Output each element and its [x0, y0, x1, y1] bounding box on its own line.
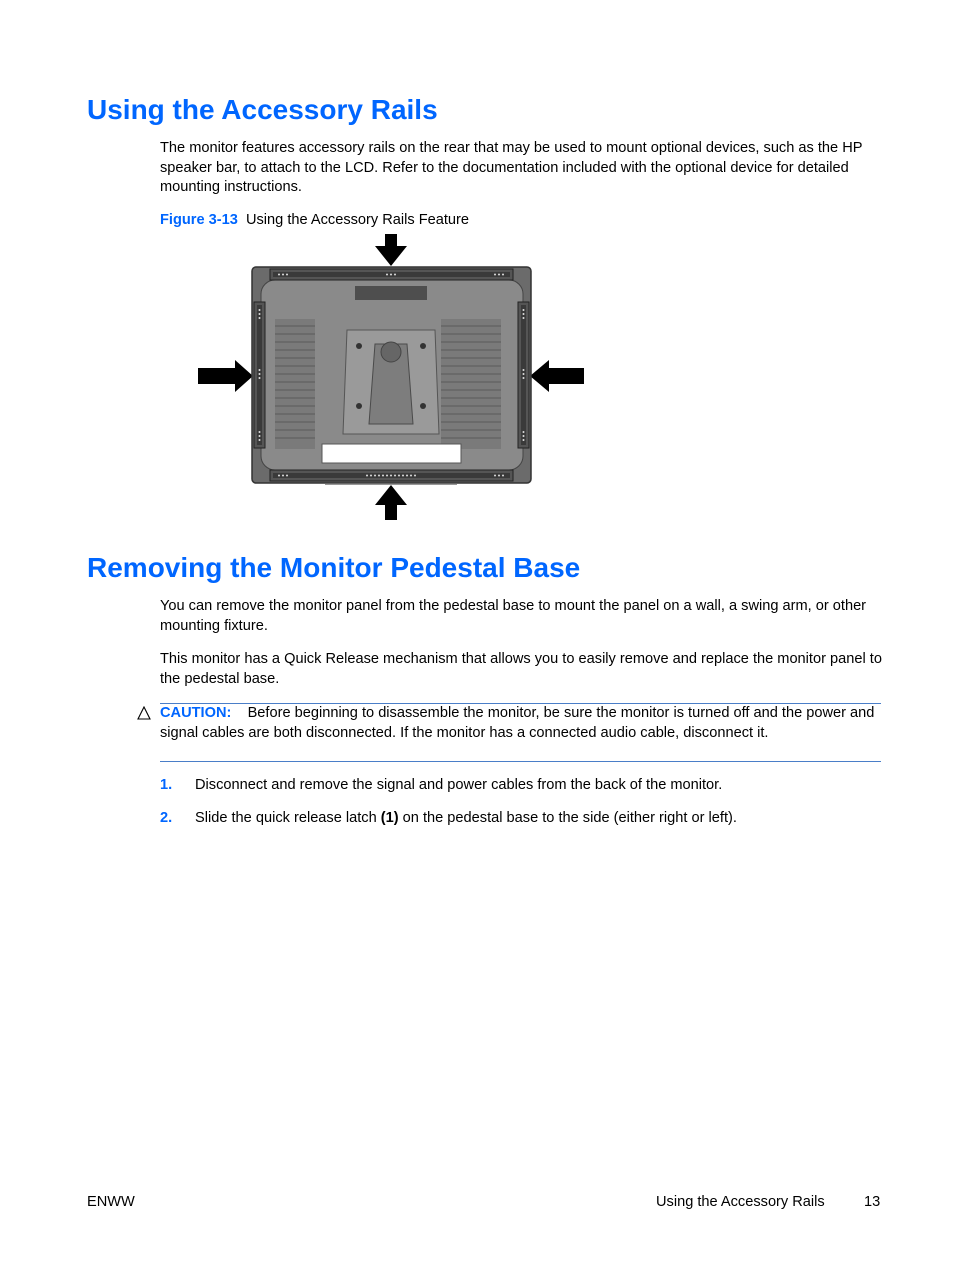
- caution-notice: [160, 703, 881, 762]
- footer-section-title: Using the Accessory Rails: [656, 1194, 825, 1210]
- step-number-1: 1.: [160, 777, 173, 793]
- removing-base-paragraph-2: This monitor has a Quick Release mechanism that allows you to easily remove and replace the monitor panel to the pedestal base.: [160, 651, 882, 687]
- removing-base-paragraph-1: You can remove the monitor panel from the pedestal base to mount the panel on a wall, a swing arm, or other mounting fixture.: [160, 598, 867, 634]
- figure-label: Figure 3-13: [160, 212, 238, 228]
- caution-label: CAUTION:: [160, 705, 232, 721]
- step-number-2: 2.: [160, 810, 173, 826]
- step-text-2: [195, 809, 737, 828]
- caution-triangle-icon: [137, 706, 151, 720]
- step-2-text-after: on the pedestal base to the side (either right or left).: [398, 810, 737, 826]
- arrow-top-icon: [375, 234, 407, 266]
- step-text-1: Disconnect and remove the signal and power cables from the back of the monitor.: [195, 777, 723, 793]
- section-heading-removing-base: Removing the Monitor Pedestal Base: [87, 552, 581, 583]
- caution-text: Before beginning to disassemble the monitor, be sure the monitor is turned off and the power and signal cables are both disconnected. If the monitor has a connected audio cable, disconnect it.: [160, 705, 875, 741]
- arrow-right-icon: [530, 360, 584, 392]
- step-2-callout: (1): [380, 810, 399, 826]
- footer-left-label: ENWW: [87, 1194, 135, 1210]
- section-heading-accessory-rails: Using the Accessory Rails: [87, 94, 438, 125]
- arrow-left-icon: [198, 360, 253, 392]
- accessory-rails-paragraph: The monitor features accessory rails on the rear that may be used to mount optional devices, such as the HP speaker bar, to attach to the LCD. Refer to the documentation included with the optional device for detailed mounting instructions.: [160, 140, 863, 195]
- monitor-rear-figure: [195, 234, 587, 522]
- figure-title: Using the Accessory Rails Feature: [245, 212, 470, 228]
- footer-page-number: 13: [864, 1194, 881, 1210]
- figure-caption: [160, 211, 469, 230]
- step-2-text-before: Slide the quick release latch: [195, 810, 381, 826]
- arrow-bottom-icon: [375, 485, 407, 520]
